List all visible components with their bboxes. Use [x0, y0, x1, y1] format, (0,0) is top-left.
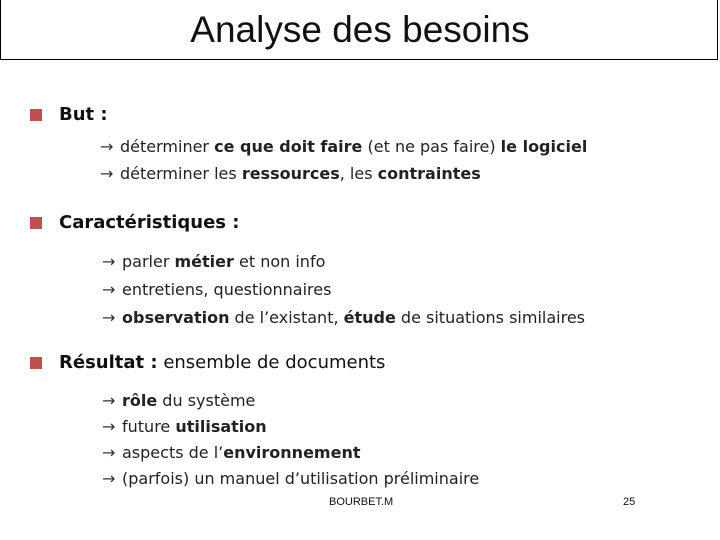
- right-arrow-icon: →: [102, 280, 116, 299]
- item-text: (parfois) un manuel d’utilisation préliminaire: [122, 469, 480, 488]
- item-text: de situations similaires: [395, 308, 585, 327]
- section-heading-label: Résultat :: [59, 352, 158, 373]
- right-arrow-icon: →: [102, 252, 116, 271]
- item-text: et non info: [233, 252, 326, 271]
- right-arrow-icon: →: [102, 391, 116, 410]
- section-heading-label: Caractéristiques :: [59, 212, 240, 233]
- item-text: (et ne pas faire): [362, 137, 501, 156]
- emphasis-text: ressources: [241, 164, 340, 183]
- footer-author: BOURBET.M: [329, 496, 394, 508]
- square-bullet-icon: [30, 357, 42, 369]
- item-text: aspects de l’: [122, 443, 224, 462]
- section-heading: [59, 352, 385, 373]
- list-item: [102, 469, 479, 488]
- section-heading: [59, 104, 108, 125]
- list-item: [102, 280, 331, 299]
- item-text: , les: [339, 164, 378, 183]
- right-arrow-icon: →: [100, 137, 114, 156]
- square-bullet-icon: [30, 217, 42, 229]
- emphasis-text: le logiciel: [500, 137, 588, 156]
- list-item: [100, 164, 481, 183]
- section-heading: [59, 212, 239, 233]
- slide-title: Analyse des besoins: [190, 9, 530, 50]
- emphasis-text: utilisation: [175, 417, 267, 436]
- square-bullet-icon: [30, 109, 42, 121]
- section-heading-label: But :: [59, 104, 108, 125]
- right-arrow-icon: →: [102, 308, 116, 327]
- item-text: de l’existant,: [229, 308, 344, 327]
- emphasis-text: étude: [343, 308, 396, 327]
- item-text: déterminer: [120, 137, 215, 156]
- item-text: future: [122, 417, 176, 436]
- list-item: [102, 443, 360, 462]
- emphasis-text: ce que doit faire: [214, 137, 363, 156]
- list-item: [102, 391, 255, 410]
- right-arrow-icon: →: [102, 417, 116, 436]
- page-number: 25: [623, 496, 636, 508]
- emphasis-text: contraintes: [377, 164, 481, 183]
- list-item: [102, 308, 585, 327]
- emphasis-text: rôle: [122, 391, 158, 410]
- item-text: entretiens, questionnaires: [122, 280, 332, 299]
- section-heading-rest: ensemble de documents: [157, 352, 386, 373]
- title-box: [0, 0, 718, 60]
- item-text: parler: [122, 252, 175, 271]
- emphasis-text: environnement: [223, 443, 361, 462]
- list-item: [102, 417, 267, 436]
- list-item: [100, 137, 587, 156]
- emphasis-text: observation: [122, 308, 230, 327]
- right-arrow-icon: →: [100, 164, 114, 183]
- item-text: déterminer les: [120, 164, 242, 183]
- emphasis-text: métier: [174, 252, 234, 271]
- right-arrow-icon: →: [102, 443, 116, 462]
- list-item: [102, 252, 325, 271]
- item-text: du système: [157, 391, 256, 410]
- right-arrow-icon: →: [102, 469, 116, 488]
